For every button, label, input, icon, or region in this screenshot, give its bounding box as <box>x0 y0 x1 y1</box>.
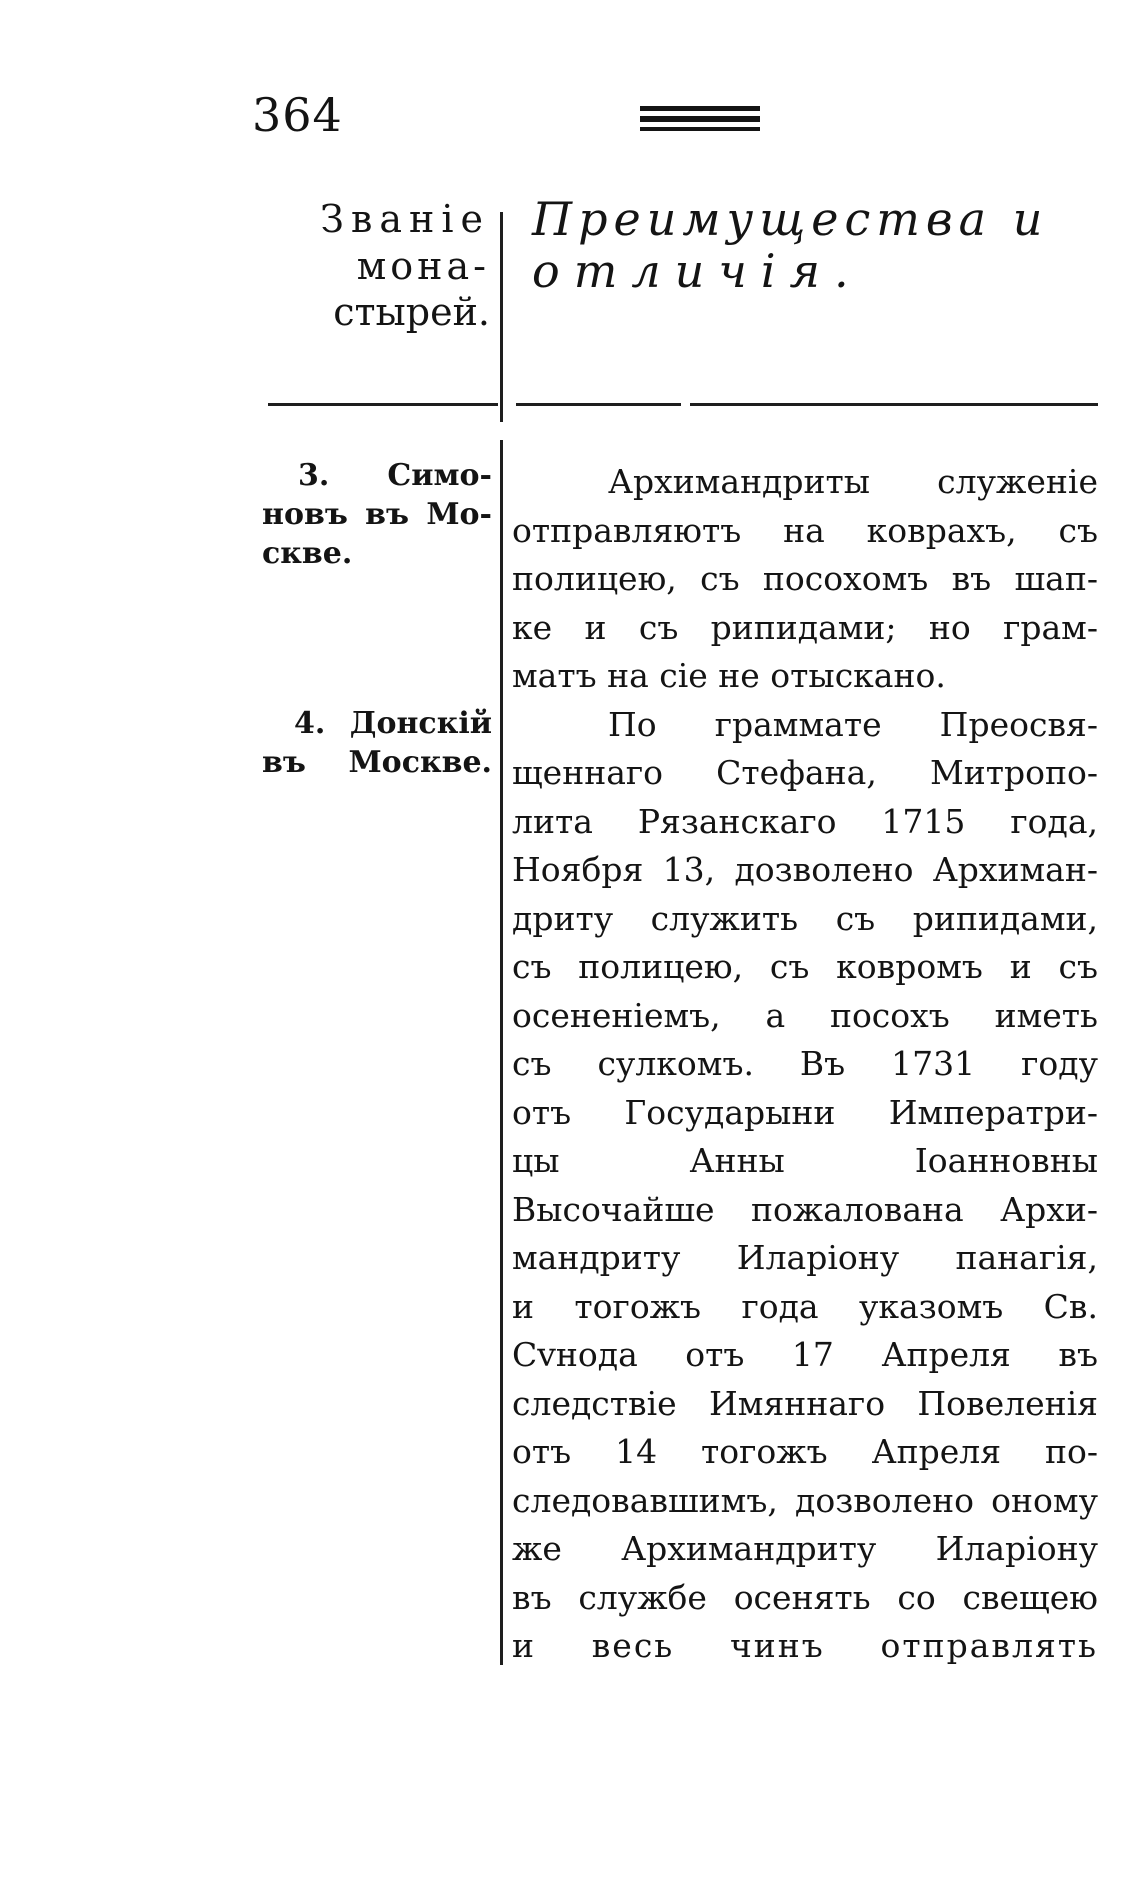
entry-line: скве. <box>262 536 353 571</box>
text-line: отъ 14 тогожъ Апреля по- <box>512 1432 1098 1471</box>
text-line: лита Рязанскаго 1715 года, <box>512 801 1098 841</box>
column-heading-title-line: Званіе <box>320 197 490 241</box>
text-line: отъ Государыни Императри- <box>512 1092 1098 1132</box>
column-heading-title-line: мона- <box>356 243 490 288</box>
text-line: матъ на сіе не отыскано. <box>512 656 946 695</box>
text-line: съ полицею, съ ковромъ и съ <box>512 947 1098 986</box>
text-line: въ службе осенять со свещею <box>512 1577 1098 1617</box>
header-underline-right-a <box>516 403 681 406</box>
monastery-entry-simonov <box>262 456 492 573</box>
text-line: и тогожъ года указомъ Св. <box>512 1286 1098 1326</box>
text-line: Высочайше пожалована Архи- <box>512 1189 1098 1229</box>
text-line: следовавшимъ, дозволено оному <box>512 1480 1098 1520</box>
text-line: следствіе Имяннаго Повеленія <box>512 1383 1098 1423</box>
entry-line: 4. Донскій <box>294 706 492 741</box>
entry-line: въ Москве. <box>262 745 492 780</box>
text-line: съ сулкомъ. Въ 1731 году <box>512 1044 1098 1083</box>
ornament-line-bottom <box>640 127 760 131</box>
text-line: отправляютъ на коврахъ, съ <box>512 510 1098 550</box>
text-line: осененіемъ, а посохъ иметь <box>512 995 1098 1035</box>
text-line: полицею, съ посохомъ въ шап- <box>512 559 1098 598</box>
column-heading-privileges <box>532 194 1102 298</box>
text-line: По граммате Преосвя- <box>608 704 1098 744</box>
ornament-line-middle <box>640 116 760 122</box>
column-heading-title-line: стырей. <box>333 290 490 335</box>
column-heading-title <box>262 196 490 336</box>
monastery-entry-donskoy <box>262 704 492 782</box>
text-line: ке и съ рипидами; но грам- <box>512 607 1098 647</box>
text-line: мандриту Иларіону панагія, <box>512 1238 1098 1277</box>
column-heading-privileges-line: отличія. <box>532 243 863 298</box>
ornament-line-top <box>640 106 760 111</box>
text-line: щеннаго Стефана, Митропо- <box>512 753 1098 792</box>
page-number: 364 <box>252 88 343 142</box>
column-divider-body <box>500 440 503 1665</box>
text-line: же Архимандриту Иларіону <box>512 1529 1098 1568</box>
header-underline-right-b <box>690 403 1098 406</box>
text-line: Архимандриты служеніе <box>608 462 1098 501</box>
text-line: и весь чинъ отправлять <box>512 1626 1098 1665</box>
text-line: Сvнода отъ 17 Апреля въ <box>512 1335 1098 1374</box>
column-divider-top <box>500 212 503 422</box>
entry-line: новъ въ Мо- <box>262 497 492 532</box>
privileges-text <box>512 458 1098 1671</box>
header-underline-left <box>268 403 498 406</box>
text-line: Ноября 13, дозволено Архиман- <box>512 850 1098 889</box>
text-line: цы Анны Іоанновны <box>512 1141 1098 1180</box>
text-line: дриту служить съ рипидами, <box>512 898 1098 938</box>
entry-line: 3. Симо- <box>298 458 492 493</box>
column-heading-privileges-line: Преимущества и <box>532 192 1049 246</box>
